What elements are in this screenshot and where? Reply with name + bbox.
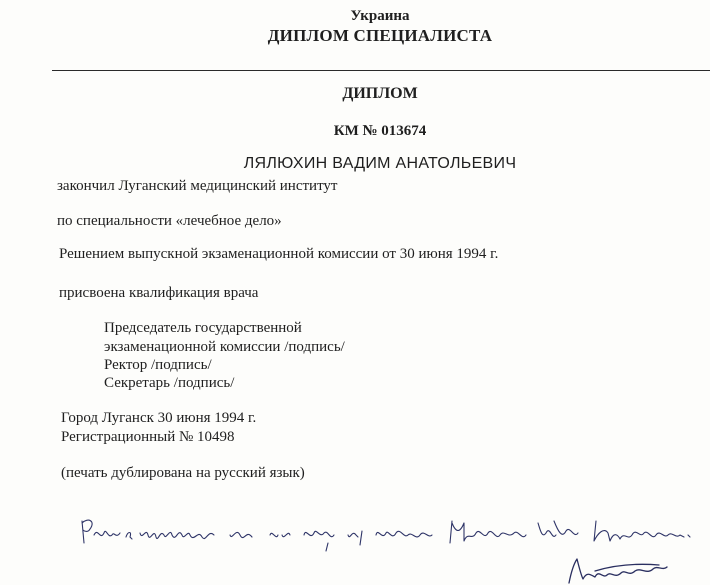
commission-decision-line: Решением выпускной экзаменационной комиссии от 30 июня 1994 г. bbox=[59, 246, 499, 262]
document-type-heading: ДИПЛОМ СПЕЦИАЛИСТА bbox=[267, 26, 493, 45]
registration-number-line: Регистрационный № 10498 bbox=[61, 429, 235, 445]
diploma-title: ДИПЛОМ bbox=[342, 85, 418, 102]
chairman-signature-line: экзаменационной комиссии /подпись/ bbox=[104, 339, 345, 355]
holder-name: ЛЯЛЮХИН ВАДИМ АНАТОЛЬЕВИЧ bbox=[243, 155, 517, 172]
country-heading: Украина bbox=[350, 8, 410, 24]
graduation-line: закончил Луганский медицинский институт bbox=[57, 178, 338, 194]
translator-signature-icon bbox=[555, 553, 675, 585]
rector-signature-line: Ректор /подпись/ bbox=[104, 357, 212, 373]
secretary-signature-line: Секретарь /подпись/ bbox=[104, 375, 235, 391]
seal-note-line: (печать дублирована на русский язык) bbox=[61, 465, 305, 481]
chairman-title-line: Председатель государственной bbox=[104, 320, 302, 336]
specialty-line: по специальности «лечебное дело» bbox=[57, 213, 282, 229]
diploma-number: КМ № 013674 bbox=[333, 123, 427, 139]
header-divider bbox=[52, 70, 710, 71]
city-date-line: Город Луганск 30 июня 1994 г. bbox=[61, 410, 257, 426]
qualification-line: присвоена квалификация врача bbox=[59, 285, 259, 301]
